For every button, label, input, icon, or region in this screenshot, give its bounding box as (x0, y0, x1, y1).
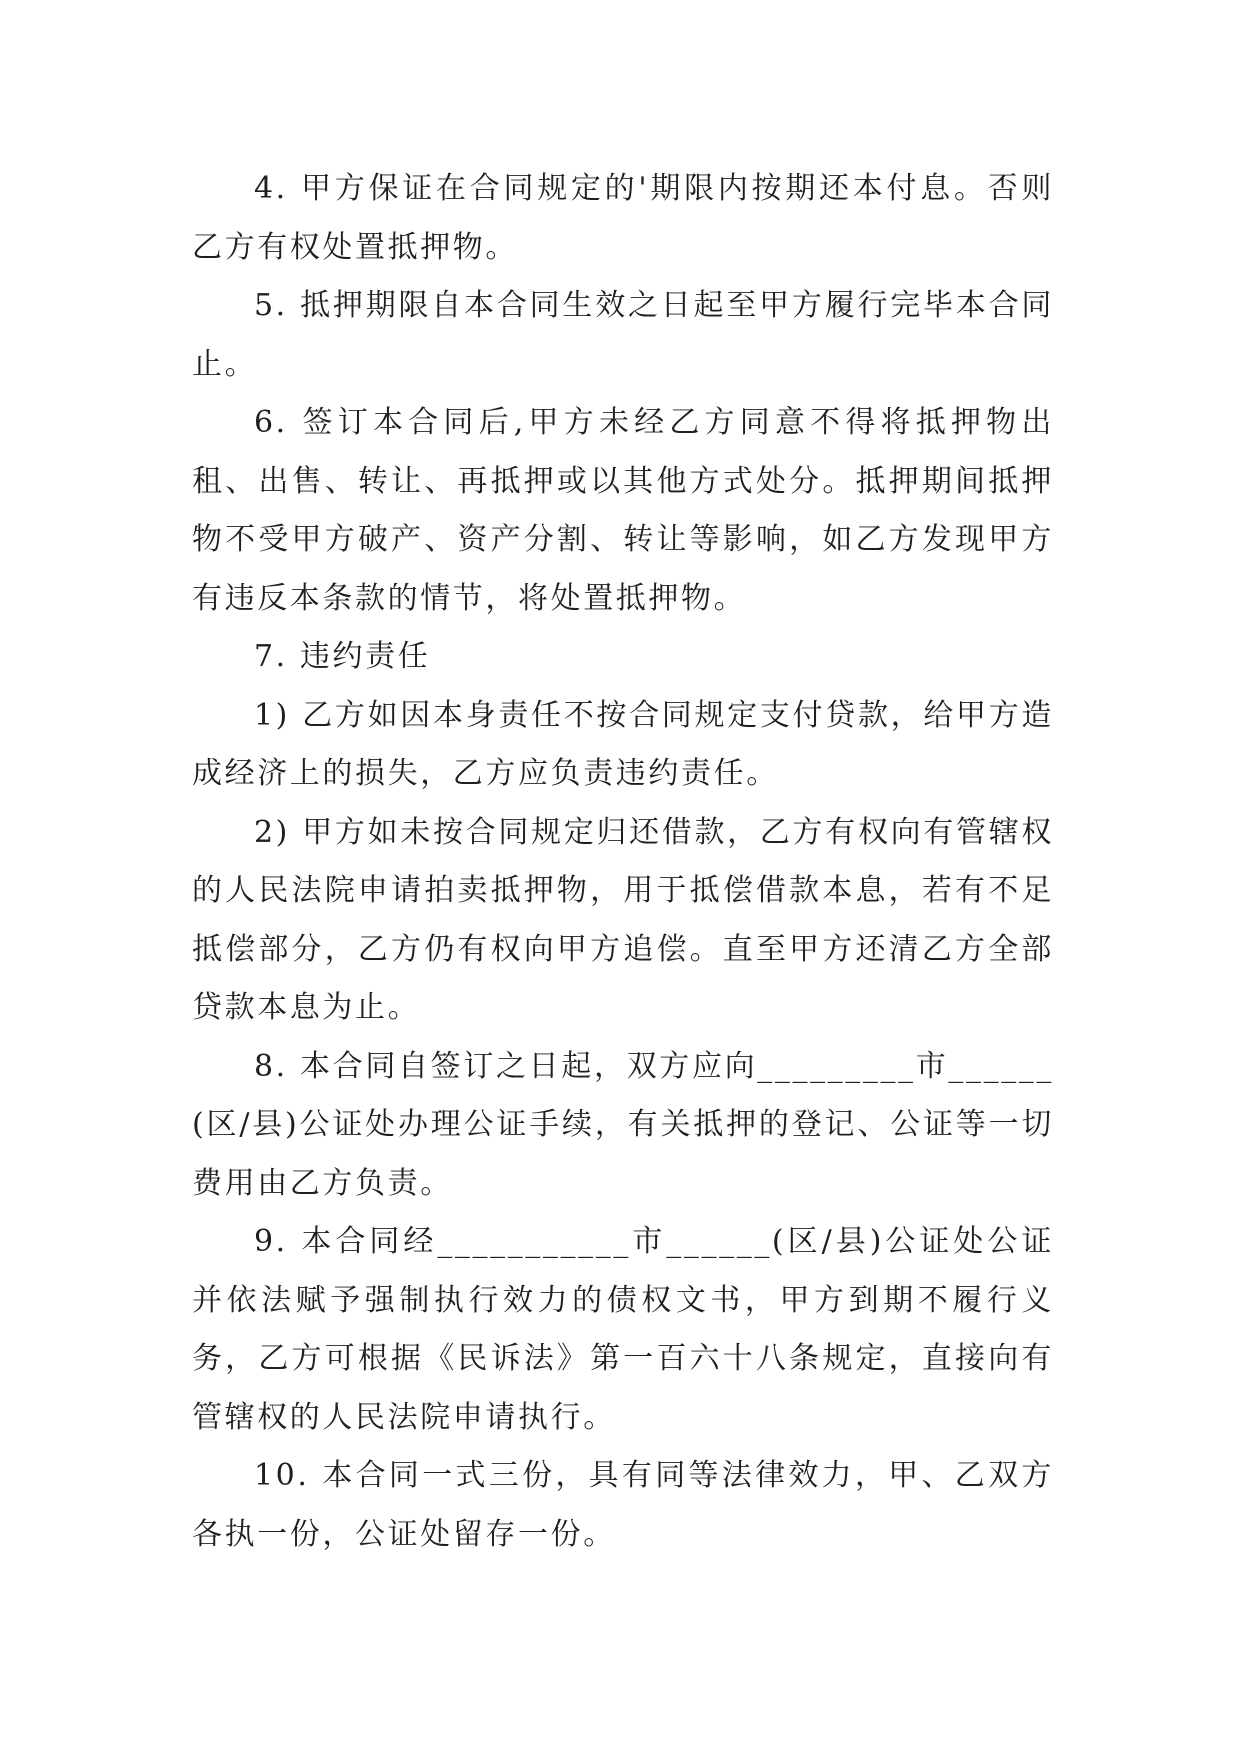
clause-6-paragraph: 6. 签订本合同后,甲方未经乙方同意不得将抵押物出租、出售、转让、再抵押或以其他方式处分。抵押期间抵押物不受甲方破产、资产分割、转让等影响，如乙方发现甲方有违反本条款的情节，将处置抵押物。 (192, 405, 1054, 616)
clause-4-paragraph: 4. 甲方保证在合同规定的'期限内按期还本付息。否则乙方有权处置抵押物。 (192, 171, 1054, 265)
clause-8-paragraph: 8. 本合同自签订之日起，双方应向_________市______(区/县)公证处办理公证手续，有关抵押的登记、公证等一切费用由乙方负责。 (192, 1048, 1054, 1201)
clause-10-paragraph: 10. 本合同一式三份，具有同等法律效力，甲、乙双方各执一份，公证处留存一份。 (192, 1458, 1054, 1552)
clause-7-item-2-paragraph: 2) 甲方如未按合同规定归还借款，乙方有权向有管辖权的人民法院申请拍卖抵押物，用于抵偿借款本息，若有不足抵偿部分，乙方仍有权向甲方追偿。直至甲方还清乙方全部贷款本息为止。 (192, 814, 1054, 1025)
document-body (192, 160, 1054, 1564)
clause-5-paragraph: 5. 抵押期限自本合同生效之日起至甲方履行完毕本合同止。 (192, 288, 1054, 382)
clause-7-heading: 7. 违约责任 (254, 639, 431, 674)
clause-7-item-1-paragraph: 1) 乙方如因本身责任不按合同规定支付贷款，给甲方造成经济上的损失，乙方应负责违约责任。 (192, 697, 1054, 791)
clause-9-paragraph: 9. 本合同经___________市______(区/县)公证处公证并依法赋予强制执行效力的债权文书，甲方到期不履行义务，乙方可根据《民诉法》第一百六十八条规定，直接向有管辖权的人民法院申请执行。 (192, 1224, 1054, 1435)
